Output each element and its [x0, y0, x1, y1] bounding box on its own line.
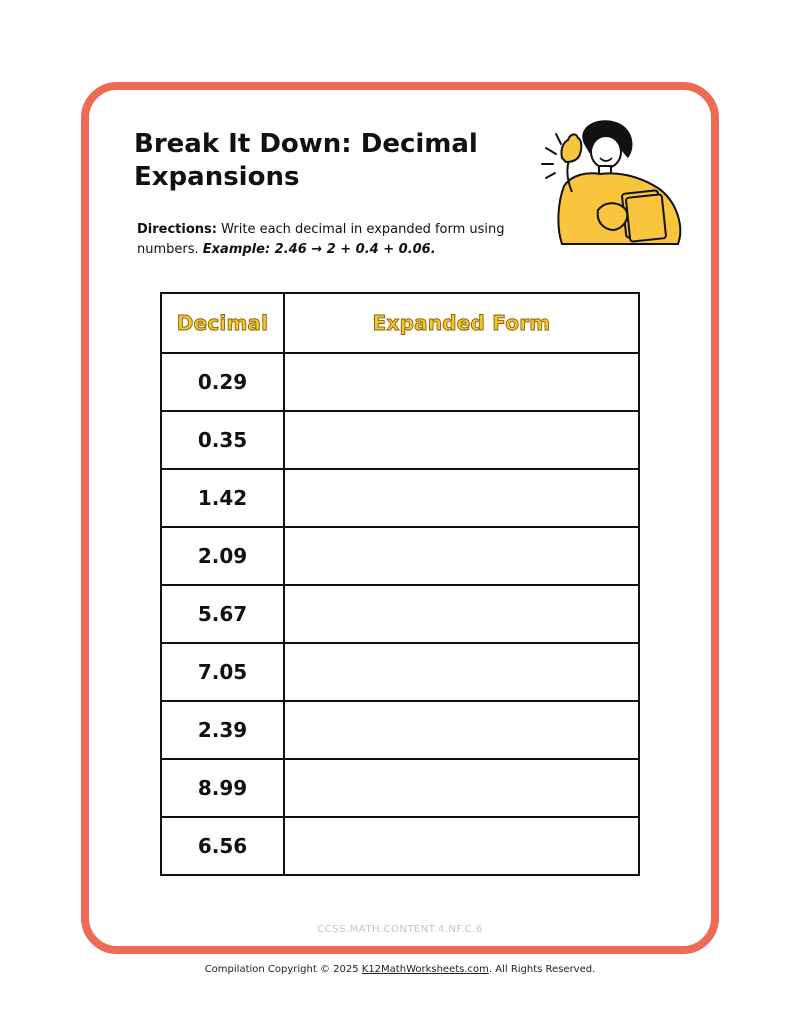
worksheet-title — [134, 128, 514, 194]
copyright-prefix: Compilation Copyright © 2025 — [204, 964, 362, 975]
expanded-form-cell[interactable] — [284, 585, 639, 643]
standard-code: CCSS.MATH.CONTENT.4.NF.C.6 — [317, 924, 483, 935]
title-line-1: Break It Down: Decimal — [134, 129, 478, 159]
teacher-thumbs-up-icon — [532, 118, 692, 254]
expanded-form-cell[interactable] — [284, 527, 639, 585]
decimal-cell: 2.09 — [161, 527, 284, 585]
header-expanded-form: Expanded Form — [284, 293, 639, 353]
expanded-form-cell[interactable] — [284, 817, 639, 875]
decimal-cell: 5.67 — [161, 585, 284, 643]
expanded-form-cell[interactable] — [284, 701, 639, 759]
decimal-cell: 0.35 — [161, 411, 284, 469]
expanded-form-cell[interactable] — [284, 469, 639, 527]
directions — [137, 220, 517, 260]
header-decimal: Decimal — [161, 293, 284, 353]
decimal-cell: 8.99 — [161, 759, 284, 817]
decimal-cell: 6.56 — [161, 817, 284, 875]
expanded-form-cell[interactable] — [284, 643, 639, 701]
decimal-cell: 0.29 — [161, 353, 284, 411]
expanded-form-cell[interactable] — [284, 411, 639, 469]
title-line-2: Expansions — [134, 162, 300, 192]
table-row — [161, 585, 639, 643]
table-row — [161, 643, 639, 701]
directions-label: Directions: — [137, 222, 217, 237]
table-header-row — [161, 293, 639, 353]
copyright-suffix: . All Rights Reserved. — [488, 964, 596, 975]
expanded-form-cell[interactable] — [284, 353, 639, 411]
decimal-cell: 2.39 — [161, 701, 284, 759]
expanded-form-cell[interactable] — [284, 759, 639, 817]
table-row — [161, 353, 639, 411]
decimal-table — [160, 292, 640, 876]
table-row — [161, 469, 639, 527]
example-text: Example: 2.46 → 2 + 0.4 + 0.06. — [202, 242, 436, 257]
table-row — [161, 759, 639, 817]
copyright-line — [0, 964, 800, 975]
table-row — [161, 817, 639, 875]
table-row — [161, 701, 639, 759]
table-row — [161, 527, 639, 585]
table-row — [161, 411, 639, 469]
site-link[interactable]: K12MathWorksheets.com — [361, 964, 489, 975]
decimal-cell: 7.05 — [161, 643, 284, 701]
decimal-cell: 1.42 — [161, 469, 284, 527]
directions-text: Write each decimal in expanded form using numbers. — [137, 222, 505, 257]
